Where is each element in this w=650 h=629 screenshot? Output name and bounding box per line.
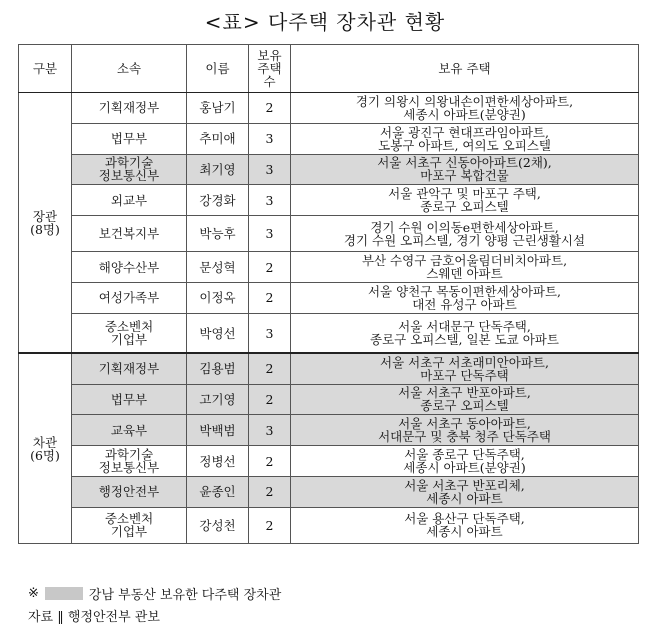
- name-cell: 박능후: [187, 216, 249, 252]
- holdings-cell: [291, 384, 639, 415]
- holdings-line: 종로구 오피스텔: [420, 199, 509, 215]
- table-row: [19, 93, 639, 124]
- name-cell: 박영선: [187, 313, 249, 353]
- header-count-line: 보유: [257, 48, 282, 63]
- count-cell: 3: [249, 415, 291, 446]
- header-group: 구분: [19, 45, 72, 93]
- count-cell: 2: [249, 446, 291, 477]
- holdings-cell: [291, 123, 639, 154]
- holdings-line: 마포구 복합건물: [420, 168, 509, 184]
- ministry-cell: [72, 353, 187, 384]
- count-cell: 2: [249, 252, 291, 283]
- note-mark: ※: [28, 586, 39, 601]
- name-cell: 윤종인: [187, 476, 249, 507]
- source-note: 자료 ‖ 행정안전부 관보: [28, 610, 160, 625]
- table-row: [19, 446, 639, 477]
- count-cell: 2: [249, 93, 291, 124]
- holdings-cell: [291, 415, 639, 446]
- group-cell: [19, 353, 72, 543]
- holdings-cell: [291, 154, 639, 185]
- name-cell: 정병선: [187, 446, 249, 477]
- group-label-line: (8명): [30, 221, 60, 237]
- header-count: [249, 45, 291, 93]
- name-cell: 추미애: [187, 123, 249, 154]
- holdings-line: 서울 관악구 및 마포구 주택,: [388, 186, 541, 202]
- ministry-cell: [72, 154, 187, 185]
- holdings-cell: [291, 185, 639, 216]
- table-row: [19, 282, 639, 313]
- count-cell: 3: [249, 313, 291, 353]
- group-label-line: 장관: [32, 208, 58, 224]
- ministry-cell: [72, 123, 187, 154]
- ministry-line: 기업부: [110, 332, 148, 348]
- holdings-line: 서대문구 및 충북 청주 단독주택: [378, 429, 551, 445]
- table-row: [19, 252, 639, 283]
- group-label-line: (6명): [30, 447, 60, 463]
- holdings-line: 서울 서초구 동아아파트,: [398, 416, 531, 432]
- count-cell: 2: [249, 384, 291, 415]
- name-cell: 최기영: [187, 154, 249, 185]
- holdings-line: 종로구 오피스텔, 일본 도쿄 아파트: [370, 332, 559, 348]
- holdings-line: 도봉구 아파트, 여의도 오피스텔: [378, 137, 551, 153]
- count-cell: 3: [249, 185, 291, 216]
- holdings-line: 서울 광진구 현대프라임아파트,: [380, 124, 549, 140]
- holdings-cell: [291, 476, 639, 507]
- ministry-cell: [72, 282, 187, 313]
- table-row: [19, 476, 639, 507]
- name-cell: 박백범: [187, 415, 249, 446]
- name-cell: 김용범: [187, 353, 249, 384]
- ministry-line: 과학기술: [104, 447, 154, 463]
- holdings-line: 서울 종로구 단독주택,: [404, 447, 525, 463]
- header-holdings: 보유 주택: [291, 45, 639, 93]
- holdings-line: 세종시 아파트(분양권): [403, 106, 526, 122]
- table-row: [19, 123, 639, 154]
- count-cell: 2: [249, 507, 291, 543]
- ministry-line: 해양수산부: [98, 259, 160, 275]
- table-row: [19, 313, 639, 353]
- holdings-line: 서울 서초구 반포아파트,: [398, 385, 531, 401]
- ministry-line: 법무부: [110, 131, 148, 147]
- holdings-line: 경기 의왕시 의왕내손이편한세상아파트,: [355, 93, 574, 109]
- holdings-line: 서울 서초구 반포리체,: [404, 477, 525, 493]
- ministry-line: 기획재정부: [98, 361, 160, 377]
- holdings-line: 경기 수원 이의동e편한세상아파트,: [370, 219, 559, 235]
- ministry-cell: [72, 384, 187, 415]
- ministry-cell: [72, 216, 187, 252]
- name-cell: 문성혁: [187, 252, 249, 283]
- holdings-line: 서울 서초구 신동아아파트(2채),: [377, 155, 552, 171]
- name-cell: 홍남기: [187, 93, 249, 124]
- holdings-cell: [291, 93, 639, 124]
- ministry-cell: [72, 476, 187, 507]
- ministry-line: 정보통신부: [98, 168, 160, 184]
- holdings-line: 부산 수영구 금호어울림더비치아파트,: [361, 253, 568, 269]
- group-label-line: 차관: [32, 434, 58, 450]
- header-name: 이름: [187, 45, 249, 93]
- ministry-line: 중소벤처: [104, 319, 154, 335]
- ministry-line: 정보통신부: [98, 460, 160, 476]
- ministry-cell: [72, 507, 187, 543]
- ministry-line: 교육부: [110, 422, 148, 438]
- holdings-cell: [291, 353, 639, 384]
- header-count-line: 수: [263, 74, 276, 89]
- ministry-line: 중소벤처: [104, 511, 154, 527]
- holdings-line: 서울 용산구 단독주택,: [404, 511, 525, 527]
- holdings-line: 세종시 아파트: [426, 524, 503, 540]
- holdings-line: 서울 양천구 목동이편한세상아파트,: [367, 283, 562, 299]
- ministry-cell: [72, 93, 187, 124]
- ministry-line: 과학기술: [104, 155, 154, 171]
- holdings-cell: [291, 446, 639, 477]
- holdings-line: 종로구 오피스텔: [420, 398, 509, 414]
- holdings-cell: [291, 507, 639, 543]
- holdings-line: 세종시 아파트(분양권): [403, 460, 526, 476]
- ministry-line: 보건복지부: [98, 226, 160, 242]
- table-row: [19, 384, 639, 415]
- table-row: [19, 154, 639, 185]
- count-cell: 2: [249, 282, 291, 313]
- holdings-cell: [291, 313, 639, 353]
- count-cell: 2: [249, 476, 291, 507]
- holdings-line: 서울 서초구 서초래미안아파트,: [380, 354, 549, 370]
- name-cell: 고기영: [187, 384, 249, 415]
- ministry-cell: [72, 313, 187, 353]
- table-row: [19, 185, 639, 216]
- group-cell: [19, 93, 72, 354]
- table-row: [19, 216, 639, 252]
- holdings-line: 서울 서대문구 단독주택,: [398, 319, 531, 335]
- holdings-line: 대전 유성구 아파트: [412, 296, 517, 312]
- holdings-line: 경기 수원 오피스텔, 경기 양평 근린생활시설: [343, 232, 586, 248]
- ministry-line: 법무부: [110, 391, 148, 407]
- legend-note: [28, 584, 281, 603]
- ministry-cell: [72, 252, 187, 283]
- holdings-line: 마포구 단독주택: [420, 367, 509, 383]
- holdings-cell: [291, 216, 639, 252]
- name-cell: 이정옥: [187, 282, 249, 313]
- header-ministry: 소속: [72, 45, 187, 93]
- count-cell: 3: [249, 123, 291, 154]
- count-cell: 3: [249, 216, 291, 252]
- count-cell: 2: [249, 353, 291, 384]
- housing-table: [18, 44, 639, 544]
- name-cell: 강성천: [187, 507, 249, 543]
- holdings-line: 세종시 아파트: [426, 490, 503, 506]
- table-row: [19, 415, 639, 446]
- holdings-cell: [291, 252, 639, 283]
- ministry-cell: [72, 185, 187, 216]
- highlight-swatch: [45, 587, 83, 600]
- ministry-line: 기획재정부: [98, 100, 160, 116]
- table-row: [19, 353, 639, 384]
- note-text: 강남 부동산 보유한 다주택 장차관: [88, 588, 282, 603]
- ministry-line: 기업부: [110, 524, 148, 540]
- ministry-cell: [72, 415, 187, 446]
- holdings-cell: [291, 282, 639, 313]
- ministry-line: 외교부: [110, 192, 148, 208]
- table-row: [19, 507, 639, 543]
- count-cell: 3: [249, 154, 291, 185]
- name-cell: 강경화: [187, 185, 249, 216]
- ministry-line: 여성가족부: [98, 290, 160, 306]
- table-header-row: [19, 45, 639, 93]
- ministry-cell: [72, 446, 187, 477]
- ministry-line: 행정안전부: [98, 484, 160, 500]
- header-count-line: 주택: [257, 61, 282, 76]
- holdings-line: 스웨덴 아파트: [426, 266, 503, 282]
- page-title: <표> 다주택 장차관 현황: [204, 10, 446, 34]
